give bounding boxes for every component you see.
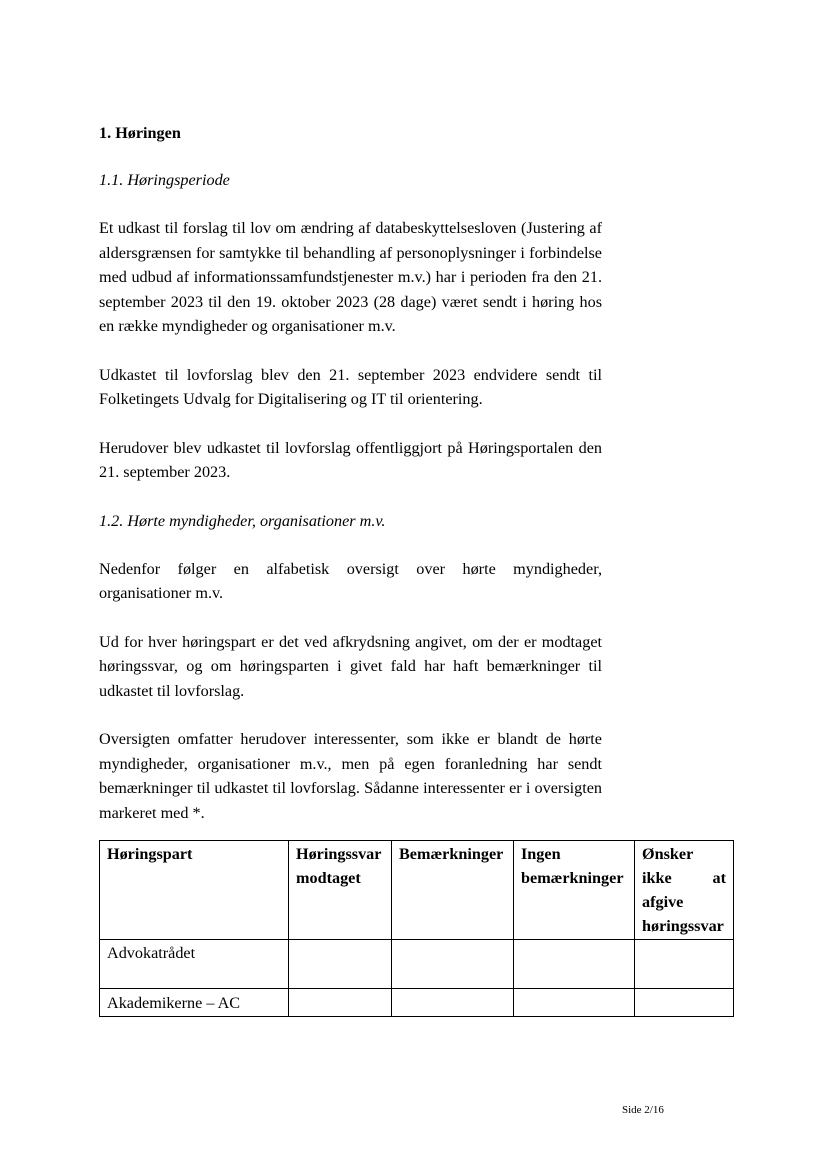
cell-party: Advokatrådet — [100, 940, 289, 989]
header-remarks: Bemærkninger — [392, 841, 514, 940]
header-wish-word-at: at — [712, 869, 726, 887]
cell-received — [289, 989, 392, 1017]
paragraph-overview: Nedenfor følger en alfabetisk oversigt over hørte myndigheder, organisationer m.v. — [99, 559, 602, 602]
header-wish-line4: høringssvar — [642, 917, 724, 935]
paragraph-stakeholders: Oversigten omfatter herudover interessenter, som ikke er blandt de hørte myndigheder, organisationer m.v., men på egen foranledning har sendt bemærkninger til udkastet til lovforslag. Sådanne interessenter er i oversigten markeret med *. — [99, 730, 602, 822]
header-wish-word-ikke: ikke — [642, 869, 672, 887]
paragraph-consultation-period: Et udkast til forslag til lov om ændring af databeskyttelsesloven (Justering af aldersgrænsen for samtykke til behandling af personoplysninger i forbindelse med udbud af informationssamfundstjenester m.v.) har i perioden fra den 21. september 2023 til den 19. oktober 2023 (28 dage) været sendt i høring hos en række myndigheder og organisationer m.v. — [99, 219, 602, 335]
subsection-heading-parties: 1.2. Hørte myndigheder, organisationer m.v. — [99, 511, 386, 530]
document-body — [99, 121, 602, 849]
section-heading: 1. Høringen — [99, 124, 181, 142]
cell-wish — [635, 940, 734, 989]
header-no-remarks: Ingen bemærkninger — [514, 841, 635, 940]
header-wish-line3: afgive — [642, 893, 684, 911]
cell-no-remarks — [514, 989, 635, 1017]
table-row — [100, 989, 734, 1017]
table-row — [100, 940, 734, 989]
paragraph-checkmarks: Ud for hver høringspart er det ved afkrydsning angivet, om der er modtaget høringssvar, og om høringsparten i givet fald har haft bemærkninger til udkastet til lovforslag. — [99, 632, 602, 700]
consultation-table — [99, 840, 734, 1017]
cell-wish — [635, 989, 734, 1017]
header-wish — [635, 841, 734, 940]
header-wish-line1: Ønsker — [642, 845, 694, 863]
cell-received — [289, 940, 392, 989]
header-received: Høringssvar modtaget — [289, 841, 392, 940]
header-party: Høringspart — [100, 841, 289, 940]
cell-remarks — [392, 940, 514, 989]
page-number: Side 2/16 — [622, 1104, 664, 1116]
cell-no-remarks — [514, 940, 635, 989]
table-header-row — [100, 841, 734, 940]
cell-party: Akademikerne – AC — [100, 989, 289, 1017]
subsection-heading-period: 1.1. Høringsperiode — [99, 171, 230, 189]
header-wish-line2 — [642, 866, 726, 890]
cell-remarks — [392, 989, 514, 1017]
paragraph-committee: Udkastet til lovforslag blev den 21. september 2023 endvidere sendt til Folketingets Udvalg for Digitalisering og IT til orientering. — [99, 365, 602, 408]
paragraph-portal: Herudover blev udkastet til lovforslag offentliggjort på Høringsportalen den 21. september 2023. — [99, 438, 602, 481]
